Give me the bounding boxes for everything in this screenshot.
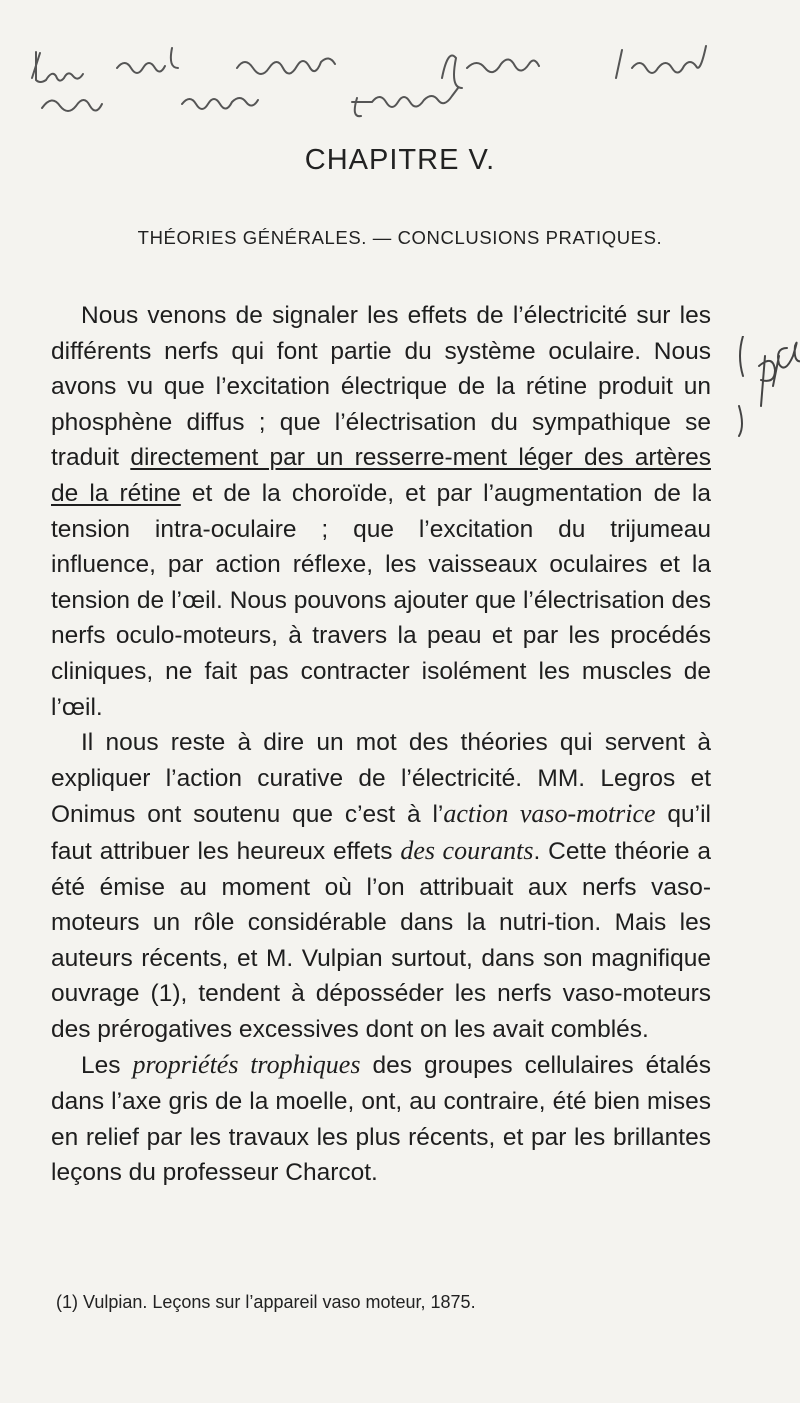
text-span: Il nous reste à dire un mot des théories qui servent à expliquer l’action curative de l’électricité. MM. Legros et Onimus ont soutenu que c’est à l’ — [51, 729, 711, 829]
text-span: Nous venons de signaler les effets de l’électricité sur les différents nerfs qui font partie du système oculaire. Nous avons vu que l’excitation électrique de la rétine produit un phosphène diffus ; que l’électrisation du sympathique se traduit — [51, 302, 711, 472]
text-span: qu’il faut attribuer les heureux effets — [51, 801, 711, 865]
chapter-title: CHAPITRE V. — [304, 144, 496, 176]
paragraph — [51, 1047, 711, 1190]
chapter-body — [51, 298, 711, 1191]
paragraph — [51, 725, 711, 1047]
text-span: et de la choroïde, et par l’augmentation de la tension intra-oculaire ; que l’excitation du trijumeau influence, par action réflexe, les vaisseaux oculaires et la tension de l’œil. Nous pouvons ajouter que l’électrisation des nerfs oculo-moteurs, à travers la peau et par les procédés cliniques, ne fait pas contracter isolément les muscles de l’œil. — [51, 479, 711, 721]
text-span: des groupes cellulaires étalés dans l’axe gris de la moelle, ont, au contraire, été bien mises en relief par les travaux les plus récents, et par les brillantes leçons du professeur Charcot. — [51, 1052, 711, 1187]
handwriting-scribble-icon — [22, 38, 782, 118]
underlined-passage: directement par un resserre-ment léger des artères de la rétine — [51, 444, 711, 507]
italic-term: des courants — [400, 835, 534, 865]
text-span: Les — [81, 1052, 133, 1080]
italic-term: propriétés trophiques — [132, 1050, 361, 1080]
text-span: . Cette théorie a été émise au moment où l’on attribuait aux nerfs vaso-moteurs un rôle considérable dans la nutri-tion. Mais les auteurs récents, et M. Vulpian surtout, dans son magnifique ouvrage (1), tendent à déposséder les nerfs vaso-moteurs des prérogatives excessives dont on les avait comblés. — [51, 837, 711, 1043]
chapter-subtitle: THÉORIES GÉNÉRALES. — CONCLUSIONS PRATIQUES. — [137, 227, 663, 248]
footnote: (1) Vulpian. Leçons sur l’appareil vaso moteur, 1875. — [56, 1292, 476, 1312]
paragraph — [51, 298, 711, 725]
handwritten-annotation — [22, 38, 782, 118]
italic-term: action vaso-motrice — [443, 799, 656, 829]
margin-annotation-icon — [735, 336, 800, 466]
